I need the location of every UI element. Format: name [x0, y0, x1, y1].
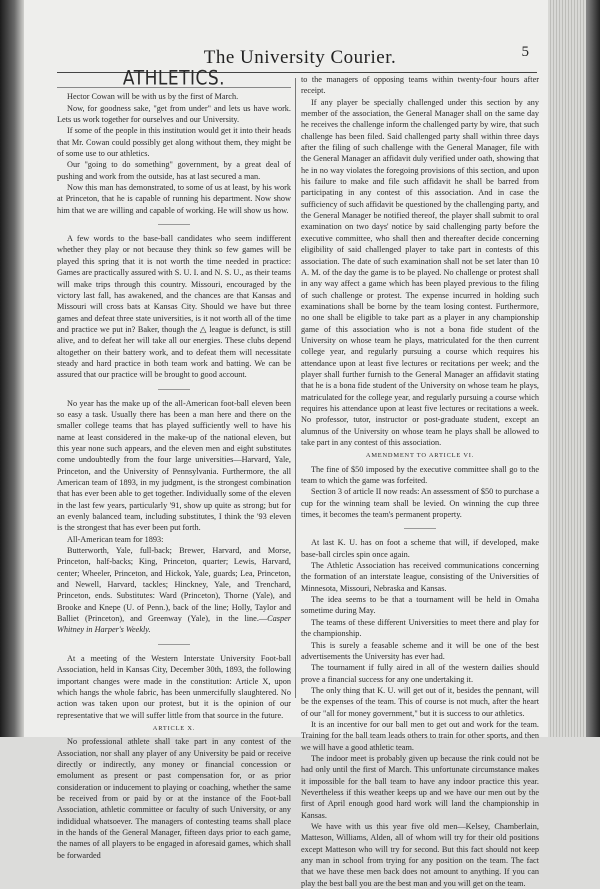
paragraph — [57, 545, 291, 636]
paragraph: The idea seems to be that a tournament will be held in Omaha sometime during May. — [301, 595, 539, 616]
column-divider — [295, 78, 296, 698]
section-heading: ATHLETICS. — [122, 67, 226, 91]
separator — [158, 389, 190, 390]
paragraph: A few words to the base-ball candidates who seem indifferent whether they play or not because they think so few games will be played this spring that it is not worth the time needed in practice: Games are practically assured with S. U. I. and N. S. U., as their teams will make trips through this country. Missouri, encouraged by the victory last fall, has awakened, and the chances are that Kansas and Missouri will cross bats at Kansas City. Should we have but three games and defeat three state universities, is it not worth all of the time and practice we put in? Baker, though the △ league is defunct, is still alive, and to defeat her will take all our energies. These clubs depend altogether on their battery work, and to defeat them will necessitate steady and hard practice in both team work and batting. We can be assured that our practice will be brought to good account. — [57, 234, 291, 380]
book-binding — [0, 0, 24, 737]
article-heading: ARTICLE X. — [152, 724, 196, 732]
right-column — [301, 74, 539, 889]
paragraph: The tournament if fully aired in all of the western dailies should prove a financial success for any one undertaking it. — [301, 663, 539, 684]
page-number: 5 — [521, 44, 529, 60]
paragraph: to the managers of opposing teams within twenty-four hours after receipt. — [301, 75, 539, 96]
paragraph: If any player be specially challenged under this section by any member of the association, the General Manager shall on the same day he receives the challenge inform the challenged party by wire, that such challenge has been filed. Said challenged party shall within three days after the filing of such challenge with the General Manager, file with the General Manager an affidavit duly verified under oath, showing that he in no way violates the foregoing provisions of this section, and upon his failure to make and file such affidavit he shall be barred from participating in any contest of this association. And in case the sufficiency of such affidavit be questioned by the challenging party, and the General Manager be notified thereof, the player shall submit to oral examination on two days' notice by said challenging party before the executive committee, who shall then and thereafter decide concerning eligibility of said challenged player to take part in contests of this association. The date of such examination shall not be set later than 10 A. M. of the day the game is to be played. No challenge or protest shall in any way affect a game which has been played previous to the filing of such challenge or protest. The expense incurred in holding such examinations shall be borne by the team losing contest. Furthermore, no one shall be eligible to take part as a player in any championship game of this association who is not a bona fide student of the University on whose team he plays, matriculated for the then current college year, and regularly pursuing a course which requires his attendance upon at least five lectures or recitations per week; and the player shall further furnish to the General Manager an affidavit stating that he is a bona fide student of the University on whose team he plays, matriculated for the college year, and regularly pursuing a course which requires his attendance upon at least five lectures or recitations a week. No professor, tutor, instructor or post-graduate student, except an alumnus of the University on whose team he plays shall be allowed to take part in any contest of this association. — [301, 97, 539, 447]
page-edges — [548, 0, 600, 737]
paragraph: Our "going to do something" government, by a great deal of pushing and work from the outside, has at last secured a man. — [57, 160, 291, 181]
separator — [404, 528, 436, 529]
paragraph: At a meeting of the Western Interstate University Foot-ball Association, held in Kansas City, December 30th, 1893, the following important changes were made in the constitution: Article X, upon which hangs the whole fabric, has been unmercifully slaughtered. No action was taken upon our protest, but it is the opinion of our representative that we will suffer little from that source in the future. — [57, 653, 291, 720]
paragraph: The indoor meet is probably given up because the rink could not be had only until the first of March. This unfortunate circumstance makes it impossible for the ball team to have any indoor practice this year. Nevertheless if this weather keeps up and we have our men out by the first of April enough good hard work will land the championship in Kansas. — [301, 753, 539, 820]
paragraph: No year has the make up of the all-American foot-ball eleven been so easy a task. Usually there has been a man here and there on the smaller college teams that has played sufficiently well to have his name at least considered in the make-up of the national eleven, but this year none such appears, and the eleven men and eight substitutes come undoubtedly from the four large universities—Harvard, Yale, Princeton, and the University of Pennsylvania. Furthermore, the all American team of 1893, in my judgment, is the strongest combination that has ever been able to get together. Individually some of the eleven in the last few years, particularly '91, show up quite as strong; but for an evenly balanced team, including substitutes, I think the '93 eleven is the strongest that has ever been put forth. — [57, 398, 291, 533]
paragraph: It is an incentive for our ball men to get out and work for the team. Training for the ball team leads others to train for other sports, and then we will have a good athletic team. — [301, 719, 539, 752]
paragraph: All-American team for 1893: — [67, 534, 164, 544]
separator — [158, 644, 190, 645]
paragraph: The fine of $50 imposed by the executive committee shall go to the team to which the game was forfeited. — [301, 464, 539, 486]
paragraph: Now this man has demonstrated, to some of us at least, by his work at Princeton, that he is capable of running his department. Now show him that we are willing and capable of working. He will show us how. — [57, 183, 291, 215]
amendment-heading: AMENDMENT TO ARTICLE VI. — [365, 452, 475, 460]
paragraph: At last K. U. has on foot a scheme that will, if developed, make base-ball circles spin once again. — [301, 538, 539, 559]
separator — [158, 224, 190, 225]
paragraph: This is surely a feasable scheme and it will be one of the best advertisements the University has ever had. — [301, 640, 539, 661]
team-list: Butterworth, Yale, full-back; Brewer, Harvard, and Morse, Princeton, half-backs; King, Princeton, quarter; Lewis, Harvard, center; Wheeler, Princeton, and Hickok, Yale, guards; Lea, Princeton, and Newell, Harvard, tackles; Hinckney, Yale, and Trenchard, Princeton, ends. Substitutes: Ward (Princeton), Thorne (Yale), and Brooke and Knepe (U. of Penn.), back of the line; Holly, Taylor and Balliet (Princeton), and Greenway (Yale), in the line.— — [57, 546, 291, 624]
paragraph: The only thing that K. U. will get out of it, besides the pennant, will be the expenses of the team. This of course is not much, after the heart of our "all for money government," but it is success to our athletics. — [301, 685, 539, 718]
paragraph: The teams of these different Universities to meet there and play for the championship. — [301, 617, 539, 639]
source-credit: Casper Whitney in Harper's Weekly. — [57, 614, 291, 635]
paragraph: We have with us this year five old men—Kelsey, Chamberlain, Matteson, Williams, Alden, all of whom will try for their old positions except Matteson who will try for second. But this fact should not keep any man in school from trying for any position on the team. The fact that we have these men back does not amount to anything. If you can play the best ball you are the best man and you will get on the team. — [301, 822, 539, 888]
paragraph: The Athletic Association has received communications concerning the formation of an interstate league, consisting of the Universities of Minnesota, Missouri, Nebraska and Kansas. — [301, 561, 539, 593]
paragraph: Hector Cowan will be with us by the first of March. — [67, 92, 239, 102]
paragraph: If some of the people in this institution would get it into their heads that Mr. Cowan could possibly get along without them, they might be of some use to our athletics. — [57, 126, 291, 159]
left-column — [57, 67, 291, 861]
paragraph: Section 3 of article II now reads: An assessment of $50 to purchase a cup for the winning team shall be levied. On winning the cup three times, it becomes the team's permanent property. — [301, 487, 539, 520]
publication-title: The University Courier. — [203, 47, 397, 68]
paragraph: Now, for goodness sake, "get from under" and lets us have work. Lets us work together for ourselves and our University. — [57, 103, 291, 125]
paragraph: No professional athlete shall take part in any contest of the Association, nor shall any player of any University be paid or receive directly or indirectly, any money or financial concession or emolument as present or past compensation for, or as prior consideration or inducement to playing or coaching, whether the same be received from or paid by or at the instance of the Foot-ball Association, athletic committee or faculty of such University, or any indididual whatsoever. The managers of contesting teams shall place in the hands of the General Manager, fifteen days prior to each game, the names of all players to be engaged in aforesaid games, which shall be forwarded — [57, 737, 291, 860]
